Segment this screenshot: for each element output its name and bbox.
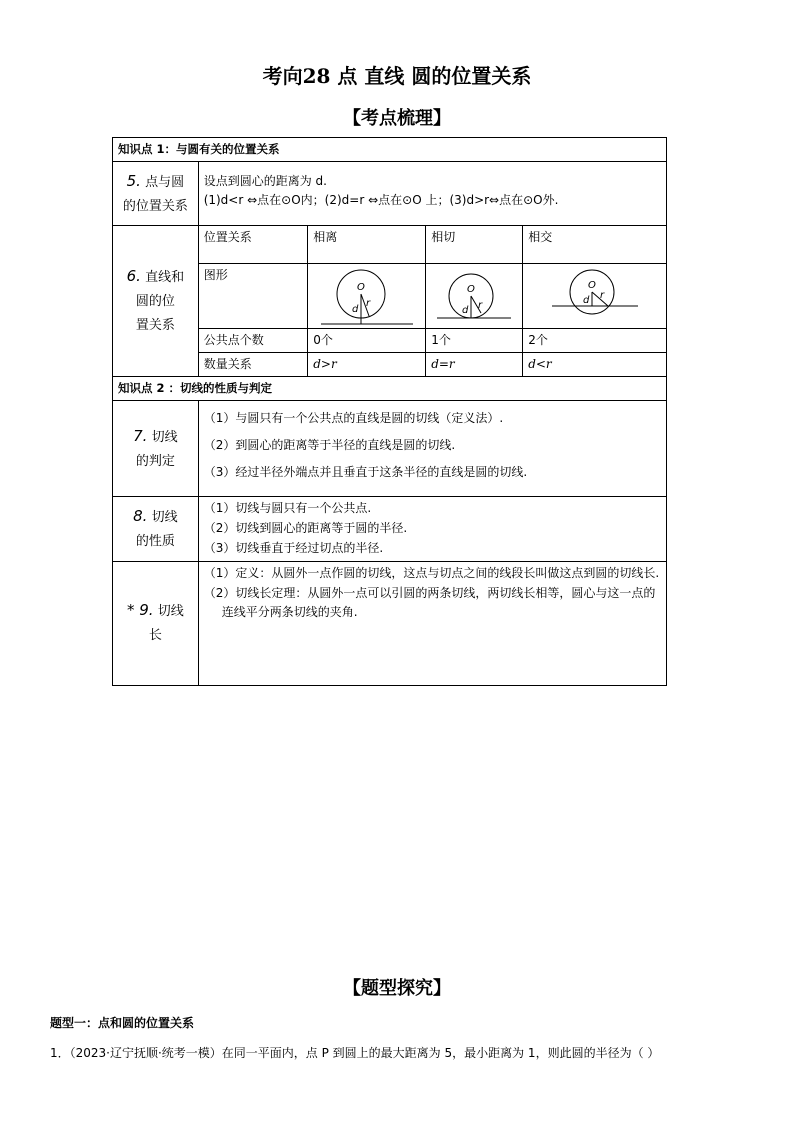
point-circle-content: 设点到圆心的距离为 d. (1)d<r ⇔点在⊙O内；(2)d=r ⇔点在⊙O 上；(3)d>r⇔点在⊙O外. xyxy=(198,162,666,226)
figure-tangent xyxy=(426,264,523,329)
property-item: （1）切线与圆只有一个公共点. xyxy=(203,501,372,515)
quant-tangent: d=r xyxy=(426,353,523,377)
quant-separate: d>r xyxy=(308,353,426,377)
tangent-length-item: （2）切线长定理：从圆外一点可以引圆的两条切线，两切线长相等，圆心与这一点的连线平分两条切线的夹角. xyxy=(203,586,656,619)
figure-separate xyxy=(308,264,426,329)
label-d: d xyxy=(462,305,469,316)
label-o: O xyxy=(587,280,596,291)
judge-label: 7. 切线 的判定 xyxy=(113,401,199,497)
question-1: 1．（2023·辽宁抚顺·统考一模）在同一平面内，点 P 到圆上的最大距离为 5，最小距离为 1，则此圆的半径为（ ） xyxy=(50,1046,660,1060)
section-title-review: 【考点梳理】 xyxy=(343,108,451,129)
judge-item: （3）经过半径外端点并且垂直于这条半径的直线是圆的切线. xyxy=(203,465,528,479)
col-head-1: 相离 xyxy=(308,226,426,264)
tangent-length-content xyxy=(198,562,666,686)
points-intersect: 2个 xyxy=(523,329,667,353)
label-r: r xyxy=(365,298,370,309)
question-type-heading: 题型一：点和圆的位置关系 xyxy=(50,1016,195,1030)
k1-header: 知识点 1：与圆有关的位置关系 xyxy=(113,138,667,162)
section-title-practice: 【题型探究】 xyxy=(343,978,451,999)
points-separate: 0个 xyxy=(308,329,426,353)
label-r: r xyxy=(599,290,604,301)
judge-item: （1）与圆只有一个公共点的直线是圆的切线（定义法）. xyxy=(203,411,504,425)
label-o: O xyxy=(356,282,365,293)
line-circle-label: 6. 直线和 圆的位 置关系 xyxy=(113,226,199,377)
page-title: 考向28 点 直线 圆的位置关系 xyxy=(262,64,532,88)
tangent-length-item: （1）定义：从圆外一点作圆的切线，这点与切点之间的线段长叫做这点到圆的切线长. xyxy=(203,566,660,580)
property-content xyxy=(198,497,666,562)
property-item: （3）切线垂直于经过切点的半径. xyxy=(203,541,384,555)
label-d: d xyxy=(582,295,589,306)
tangent-length-label: * 9. 切线 长 xyxy=(113,562,199,686)
judge-item: （2）到圆心的距离等于半径的直线是圆的切线. xyxy=(203,438,456,452)
row-points-label: 公共点个数 xyxy=(198,329,308,353)
knowledge-table xyxy=(112,137,667,686)
k2-header: 知识点 2 ：切线的性质与判定 xyxy=(113,377,667,401)
quant-intersect: d<r xyxy=(523,353,667,377)
col-head-0: 位置关系 xyxy=(198,226,308,264)
col-head-2: 相切 xyxy=(426,226,523,264)
point-circle-label: 5. 点与圆 的位置关系 xyxy=(113,162,199,226)
property-label: 8. 切线 的性质 xyxy=(113,497,199,562)
label-o: O xyxy=(467,284,476,295)
figure-intersect xyxy=(523,264,667,329)
label-d: d xyxy=(351,304,359,315)
row-quant-label: 数量关系 xyxy=(198,353,308,377)
row-figure-label: 图形 xyxy=(198,264,308,329)
points-tangent: 1个 xyxy=(426,329,523,353)
label-r: r xyxy=(478,300,483,311)
property-item: （2）切线到圆心的距离等于圆的半径. xyxy=(203,521,408,535)
judge-content xyxy=(198,401,666,497)
col-head-3: 相交 xyxy=(523,226,667,264)
